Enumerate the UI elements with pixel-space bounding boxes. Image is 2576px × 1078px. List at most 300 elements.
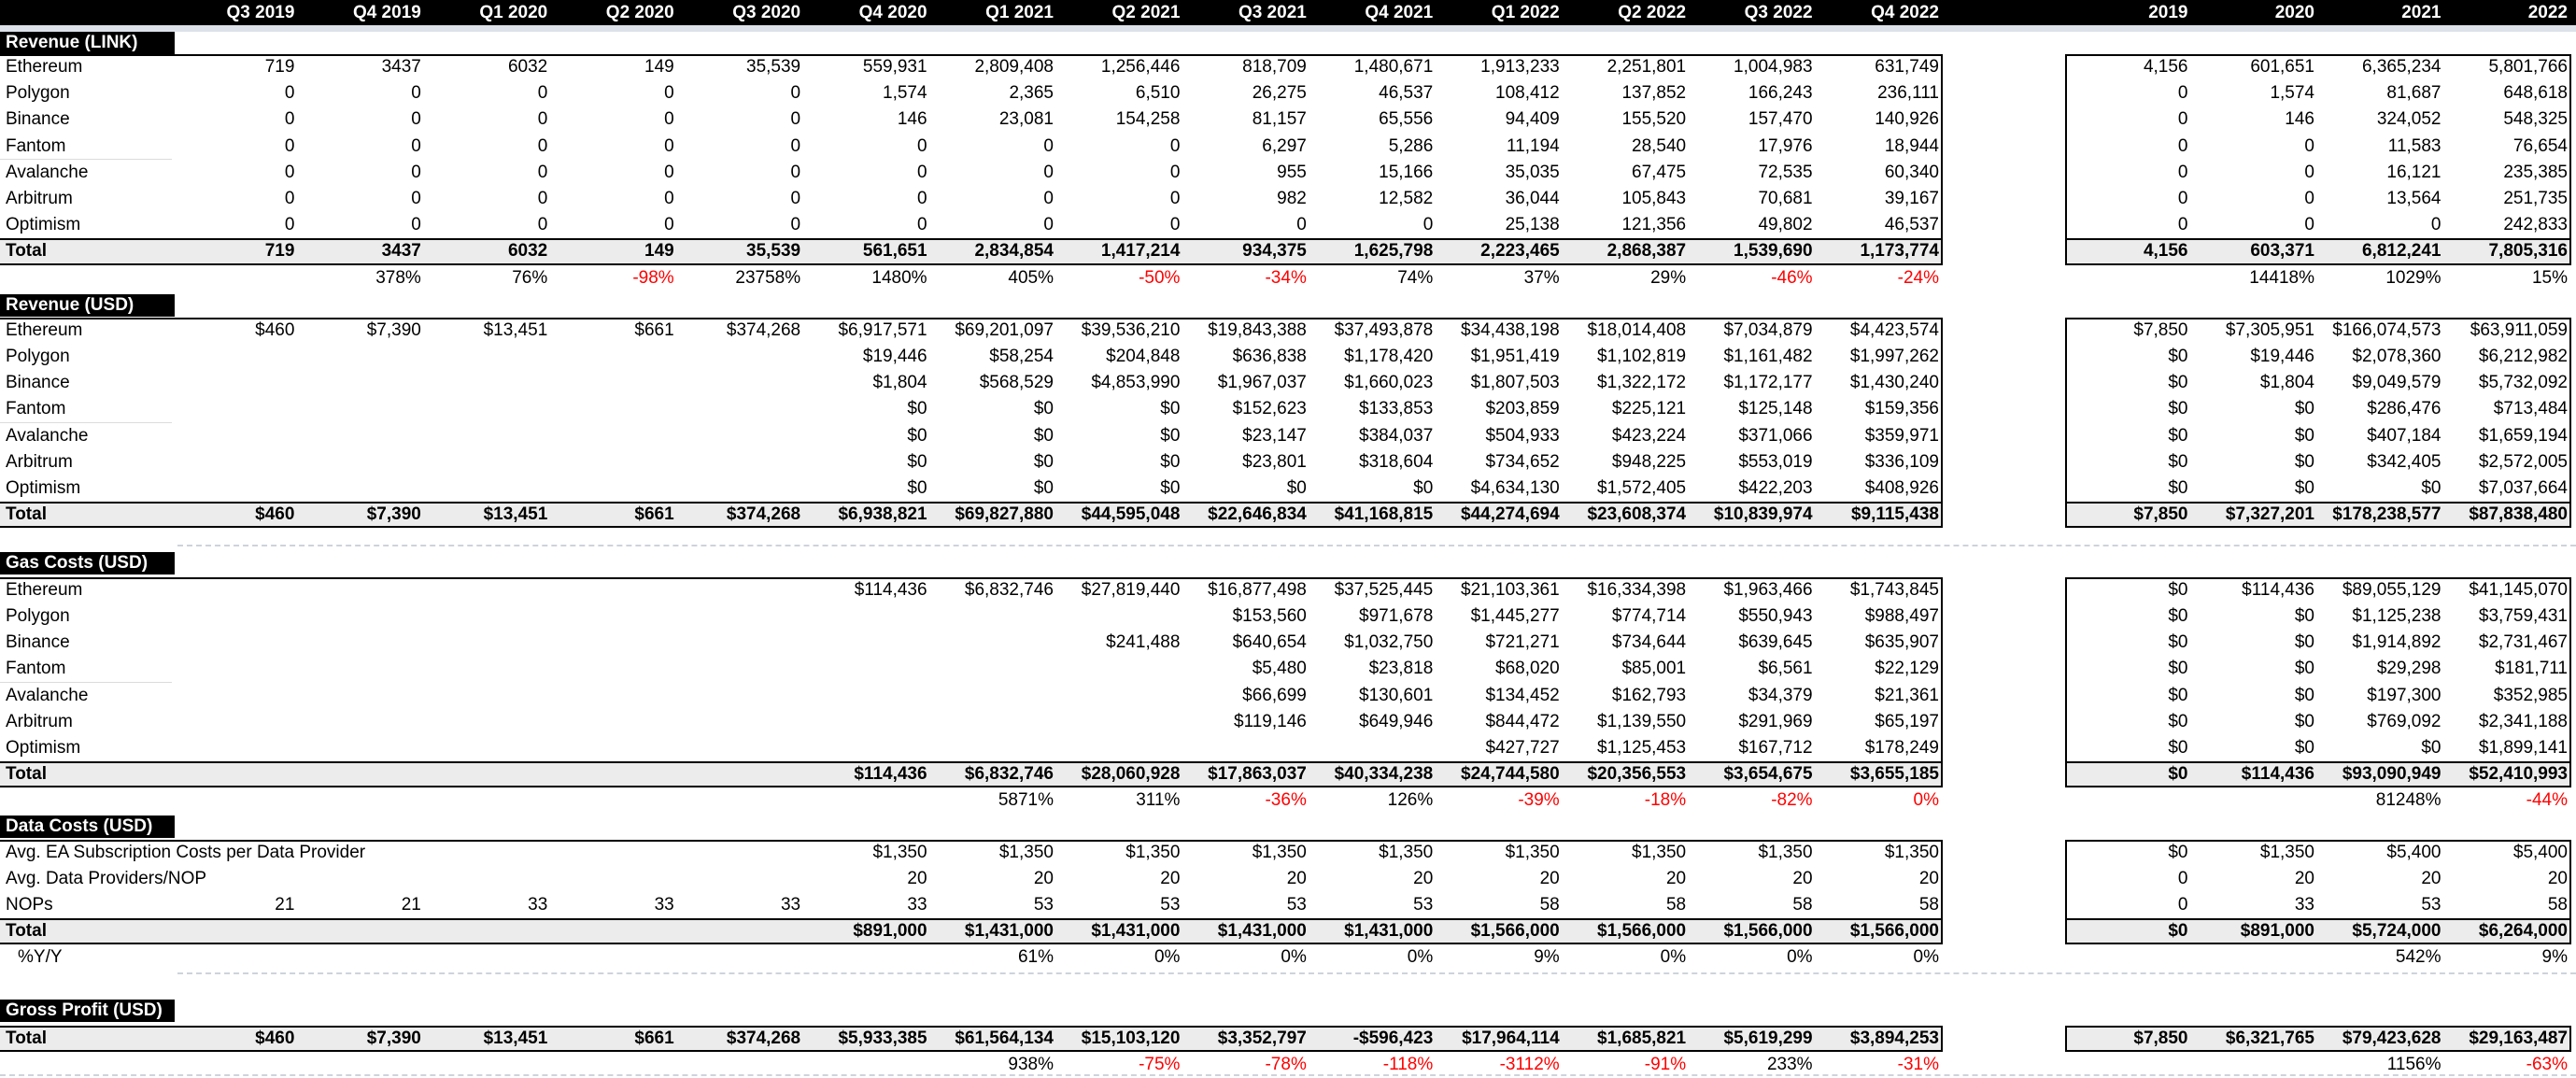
year-header: 2021	[2401, 3, 2442, 22]
quarter-cell: $3,655,185	[1849, 764, 1939, 785]
quarter-cell: 149	[644, 241, 674, 262]
quarter-cell: 157,470	[1748, 109, 1813, 130]
quarter-cell: $7,390	[366, 1028, 421, 1048]
quarter-cell: $6,938,821	[838, 504, 927, 525]
quarter-cell: $0	[1286, 478, 1307, 498]
pct-row	[0, 265, 2576, 291]
quarter-cell: 0	[664, 135, 674, 156]
quarter-cell: $23,147	[1242, 425, 1307, 446]
quarter-cell	[931, 603, 1057, 630]
row-label: Avalanche	[6, 425, 89, 446]
quarter-cell	[551, 735, 677, 761]
quarter-cell: $374,268	[726, 319, 801, 340]
section-title: Data Costs (USD)	[6, 816, 153, 836]
quarter-cell	[172, 761, 298, 787]
total-row	[0, 238, 2576, 264]
quarter-cell: 0	[664, 215, 674, 235]
quarter-cell: $37,525,445	[1334, 579, 1434, 600]
quarter-cell: 0	[284, 83, 295, 104]
quarter-cell: 0	[790, 188, 801, 208]
row-label: Optimism	[6, 478, 81, 498]
quarter-cell	[551, 1052, 677, 1078]
quarter-cell: 21	[275, 895, 295, 915]
year-cell: $0	[2294, 737, 2314, 758]
quarter-cell: 0	[284, 215, 295, 235]
data-row	[0, 160, 2576, 186]
quarter-cell: 23,081	[998, 109, 1054, 130]
section-data-area	[0, 577, 2576, 788]
quarter-cell	[551, 577, 677, 603]
quarter-cell	[172, 630, 298, 656]
quarter-cell: 1,417,214	[1100, 241, 1181, 262]
quarter-cell	[425, 1052, 551, 1078]
sheet-body	[0, 32, 2576, 1078]
quarter-cell	[678, 787, 804, 814]
quarter-cell	[551, 840, 677, 866]
quarter-cell: $13,451	[483, 1028, 548, 1048]
quarter-cell: $1,951,419	[1470, 347, 1560, 367]
quarter-cell	[551, 370, 677, 396]
quarter-cell: $10,839,974	[1713, 504, 1813, 525]
quarter-cell: 11,194	[1507, 135, 1560, 156]
quarter-cell	[298, 709, 424, 735]
quarter-cell	[678, 866, 804, 892]
quarter-cell: 39,167	[1884, 188, 1939, 208]
quarter-cell: 0	[1043, 188, 1054, 208]
year-cell: 9%	[2541, 947, 2568, 968]
quarter-cell	[678, 577, 804, 603]
year-cell: $1,914,892	[2352, 632, 2442, 653]
quarter-cell: 818,709	[1242, 57, 1307, 77]
quarter-cell: $636,838	[1232, 347, 1307, 367]
year-cell: $89,055,129	[2342, 579, 2442, 600]
quarter-cell: $1,743,845	[1849, 579, 1939, 600]
year-cell: $7,850	[2133, 1028, 2188, 1048]
year-cell: 7,805,316	[2488, 241, 2568, 262]
quarter-cell	[804, 603, 930, 630]
quarter-cell: 2,868,387	[1606, 241, 1687, 262]
quarter-cell	[425, 944, 551, 971]
quarter-cell	[1310, 735, 1437, 761]
quarter-cell: $1,350	[1379, 842, 1434, 862]
data-row	[0, 892, 2576, 918]
quarter-cell: 955	[1277, 162, 1307, 182]
year-cell: $181,711	[2495, 659, 2568, 679]
quarter-cell: 0%	[1281, 947, 1307, 968]
quarter-header: Q3 2022	[1744, 3, 1813, 22]
quarter-header: Q1 2021	[985, 3, 1054, 22]
quarter-cell: $460	[255, 1028, 295, 1048]
year-cell: $29,298	[2376, 659, 2442, 679]
quarter-cell	[425, 656, 551, 682]
quarter-cell: $114,436	[854, 764, 927, 785]
row-label: Avg. Data Providers/NOP	[6, 868, 207, 888]
quarter-cell	[1057, 656, 1183, 682]
data-row	[0, 656, 2576, 682]
quarter-cell: 20	[1665, 868, 1687, 888]
quarter-cell: $0	[1033, 478, 1054, 498]
quarter-cell: $0	[1160, 425, 1181, 446]
quarter-cell: $359,971	[1864, 425, 1939, 446]
quarter-cell: 33	[528, 895, 548, 915]
year-cell: -44%	[2526, 790, 2568, 811]
quarter-cell: 0	[1043, 135, 1054, 156]
year-cell: $197,300	[2367, 685, 2442, 705]
year-cell: $41,145,070	[2469, 579, 2568, 600]
quarter-cell: -98%	[632, 267, 674, 288]
year-header: 2019	[2148, 3, 2188, 22]
total-row	[0, 918, 2576, 944]
pct-row	[0, 944, 2576, 971]
quarter-cell	[425, 918, 551, 944]
quarter-cell	[298, 423, 424, 449]
total-label: Total	[6, 504, 47, 525]
year-cell: $7,037,664	[2478, 478, 2568, 498]
quarter-header: Q2 2020	[605, 3, 674, 22]
quarter-header: Q3 2019	[226, 3, 295, 22]
quarter-cell: 0	[916, 215, 927, 235]
year-cell: 20	[2547, 868, 2568, 888]
quarter-cell: 33	[780, 895, 801, 915]
quarter-cell: 20	[907, 868, 927, 888]
spacer	[0, 972, 2576, 1000]
quarter-cell	[678, 918, 804, 944]
quarter-cell	[551, 630, 677, 656]
quarter-cell: 0	[1169, 135, 1181, 156]
year-cell: $1,125,238	[2352, 605, 2442, 626]
year-cell: 1156%	[2386, 1054, 2442, 1074]
quarter-cell: $1,566,000	[1849, 921, 1939, 942]
year-cell: $2,731,467	[2478, 632, 2568, 653]
quarter-cell	[298, 344, 424, 370]
year-cell: 324,052	[2376, 109, 2442, 130]
quarter-cell: 0	[537, 109, 548, 130]
quarter-cell: $133,853	[1359, 399, 1434, 419]
year-cell: 0	[2304, 188, 2314, 208]
quarter-cell: 23758%	[735, 267, 801, 288]
quarter-cell: 1,173,774	[1860, 241, 1939, 262]
data-row	[0, 840, 2576, 866]
quarter-cell: $0	[907, 425, 927, 446]
quarter-cell: $1,566,000	[1597, 921, 1687, 942]
quarter-cell: -118%	[1382, 1054, 1434, 1074]
quarter-cell: 2,365	[1009, 83, 1054, 104]
quarter-cell	[172, 370, 298, 396]
quarter-cell: $162,793	[1611, 685, 1687, 705]
quarter-cell: 46,537	[1884, 215, 1939, 235]
quarter-cell: 67,475	[1632, 162, 1687, 182]
quarter-cell: 53	[1286, 895, 1307, 915]
year-cell: $2,572,005	[2478, 451, 2568, 472]
quarter-cell: 126%	[1387, 790, 1434, 811]
year-cell: $5,724,000	[2352, 921, 2442, 942]
quarter-cell: $6,832,746	[964, 764, 1054, 785]
quarter-cell: 18,944	[1884, 135, 1939, 156]
year-cell: $29,163,487	[2469, 1028, 2568, 1048]
quarter-cell: 3437	[381, 57, 421, 77]
quarter-cell: $1,685,821	[1597, 1028, 1687, 1048]
year-cell: $19,446	[2250, 347, 2314, 367]
section-title-row	[0, 552, 2576, 574]
year-cell: 242,833	[2503, 215, 2568, 235]
year-cell: $0	[2168, 579, 2188, 600]
quarter-cell: $69,201,097	[955, 319, 1054, 340]
year-cell: 603,371	[2250, 241, 2314, 262]
quarter-cell: 938%	[1008, 1054, 1054, 1074]
quarter-cell: 21	[401, 895, 421, 915]
year-cell: 0	[2430, 215, 2442, 235]
quarter-cell: 5,286	[1388, 135, 1434, 156]
quarter-cell: $28,060,928	[1081, 764, 1181, 785]
quarter-cell: 65,556	[1379, 109, 1434, 130]
quarter-cell: 0	[284, 188, 295, 208]
quarter-cell: $1,431,000	[1091, 921, 1181, 942]
year-cell: $7,305,951	[2225, 319, 2314, 340]
quarter-cell: $0	[907, 399, 927, 419]
quarter-cell: 28,540	[1632, 135, 1687, 156]
quarter-cell	[425, 866, 551, 892]
quarter-cell: $734,652	[1485, 451, 1560, 472]
quarter-cell: -82%	[1771, 790, 1813, 811]
row-label: Optimism	[6, 215, 81, 235]
year-cell: 20	[2294, 868, 2314, 888]
quarter-cell: $40,334,238	[1334, 764, 1434, 785]
year-cell: $0	[2168, 842, 2188, 862]
data-row	[0, 475, 2576, 502]
section-title-row	[0, 816, 2576, 838]
section-title-box	[0, 32, 175, 54]
quarter-cell: $1,350	[1505, 842, 1560, 862]
year-cell: $6,212,982	[2478, 347, 2568, 367]
quarter-cell: $65,197	[1875, 711, 1939, 731]
year-cell: $0	[2168, 737, 2188, 758]
data-row	[0, 683, 2576, 709]
year-cell: 81,687	[2386, 83, 2442, 104]
year-cell: 14418%	[2249, 267, 2314, 288]
data-row	[0, 318, 2576, 344]
data-row	[0, 106, 2576, 133]
quarter-cell: 0	[916, 188, 927, 208]
data-row	[0, 630, 2576, 656]
quarter-cell: $13,451	[483, 504, 548, 525]
quarter-cell: $408,926	[1864, 478, 1939, 498]
quarter-cell: 70,681	[1758, 188, 1813, 208]
quarter-cell: 61%	[1017, 947, 1054, 968]
quarter-cell: 0	[916, 135, 927, 156]
row-label: %Y/Y	[18, 947, 63, 968]
quarter-cell: $661	[634, 319, 674, 340]
year-cell: $0	[2294, 632, 2314, 653]
row-label: Arbitrum	[6, 451, 73, 472]
quarter-cell	[172, 577, 298, 603]
year-cell: 0	[2304, 162, 2314, 182]
quarter-cell: -18%	[1644, 790, 1687, 811]
quarter-cell: $971,678	[1359, 605, 1434, 626]
section-title-box	[0, 816, 175, 838]
quarter-cell: 0	[411, 135, 421, 156]
quarter-cell	[425, 735, 551, 761]
quarter-cell: $21,103,361	[1461, 579, 1560, 600]
quarter-cell: 155,520	[1621, 109, 1687, 130]
quarter-cell: 12,582	[1379, 188, 1434, 208]
row-label: Polygon	[6, 605, 70, 626]
section-title-row	[0, 294, 2576, 317]
year-cell: $52,410,993	[2469, 764, 2568, 785]
year-cell: $166,074,573	[2332, 319, 2442, 340]
year-cell: -63%	[2526, 1054, 2568, 1074]
quarter-cell: 25,138	[1505, 215, 1560, 235]
quarter-cell: 58	[1792, 895, 1813, 915]
year-cell: $5,400	[2386, 842, 2442, 862]
quarter-cell: $1,102,819	[1597, 347, 1687, 367]
quarter-cell	[551, 761, 677, 787]
quarter-cell	[551, 344, 677, 370]
year-cell: 0	[2177, 188, 2188, 208]
quarter-cell	[678, 683, 804, 709]
quarter-cell: 0	[411, 83, 421, 104]
quarter-cell: 36,044	[1505, 188, 1560, 208]
data-row	[0, 709, 2576, 735]
quarter-cell: $39,536,210	[1081, 319, 1181, 340]
quarter-cell: $0	[1160, 399, 1181, 419]
quarter-cell: $44,274,694	[1461, 504, 1560, 525]
quarter-cell: $1,350	[872, 842, 927, 862]
row-label: Fantom	[6, 399, 66, 419]
quarter-cell	[678, 475, 804, 502]
quarter-cell: -31%	[1897, 1054, 1939, 1074]
quarter-cell	[298, 840, 424, 866]
quarter-cell: 53	[1033, 895, 1054, 915]
year-cell: $1,350	[2259, 842, 2314, 862]
quarter-cell: 137,852	[1621, 83, 1687, 104]
quarter-cell	[425, 396, 551, 422]
pct-row	[0, 787, 2576, 814]
quarter-cell: 17,976	[1758, 135, 1813, 156]
quarter-cell: $1,967,037	[1217, 373, 1307, 393]
year-cell: $5,400	[2512, 842, 2568, 862]
year-cell: 4,156	[2143, 57, 2188, 77]
quarter-cell	[172, 265, 298, 291]
year-cell: 0	[2177, 215, 2188, 235]
year-cell: $63,911,059	[2470, 319, 2568, 340]
total-label: Total	[6, 1028, 47, 1048]
quarter-cell: 0	[537, 162, 548, 182]
quarter-cell	[298, 761, 424, 787]
quarter-cell: $23,608,374	[1587, 504, 1687, 525]
section-data-area	[0, 1026, 2576, 1052]
quarter-cell	[172, 1052, 298, 1078]
quarter-cell	[172, 787, 298, 814]
quarter-cell: $24,744,580	[1461, 764, 1560, 785]
quarter-cell: 60,340	[1884, 162, 1939, 182]
quarter-header: Q4 2021	[1365, 3, 1434, 22]
quarter-cell: -75%	[1139, 1054, 1181, 1074]
quarter-cell: $20,356,553	[1587, 764, 1687, 785]
quarter-cell: $0	[1413, 478, 1434, 498]
year-cell: 81248%	[2375, 790, 2442, 811]
year-cell	[2192, 1052, 2319, 1078]
quarter-cell: 934,375	[1242, 241, 1307, 262]
quarter-cell: $125,148	[1738, 399, 1813, 419]
quarter-cell: 20	[1539, 868, 1560, 888]
quarter-cell: $21,361	[1875, 685, 1939, 705]
year-cell: 0	[2177, 83, 2188, 104]
quarter-cell	[1183, 735, 1309, 761]
quarter-cell	[298, 630, 424, 656]
quarter-cell: $1,997,262	[1849, 347, 1939, 367]
quarter-cell: $4,634,130	[1470, 478, 1560, 498]
total-row	[0, 1026, 2576, 1052]
quarter-cell: 6032	[507, 57, 548, 77]
quarter-cell: $384,037	[1359, 425, 1434, 446]
quarter-cell	[425, 630, 551, 656]
quarter-cell: 1,913,233	[1480, 57, 1560, 77]
quarter-cell: $225,121	[1611, 399, 1687, 419]
year-cell: $0	[2168, 478, 2188, 498]
quarter-cell: -50%	[1139, 267, 1181, 288]
quarter-cell: 26,275	[1252, 83, 1307, 104]
data-row	[0, 370, 2576, 396]
quarter-cell: $649,946	[1359, 711, 1434, 731]
quarter-cell	[678, 709, 804, 735]
quarter-cell: $1,431,000	[1217, 921, 1307, 942]
quarter-cell: 2,251,801	[1606, 57, 1687, 77]
quarter-cell: $7,034,879	[1723, 319, 1813, 340]
quarter-cell	[425, 761, 551, 787]
quarter-cell	[298, 787, 424, 814]
quarter-cell	[172, 603, 298, 630]
quarter-cell: 0	[790, 109, 801, 130]
year-cell: $713,484	[2493, 399, 2568, 419]
year-cell: $0	[2168, 399, 2188, 419]
year-cell: 58	[2547, 895, 2568, 915]
quarter-cell	[172, 396, 298, 422]
quarter-cell	[425, 840, 551, 866]
quarter-cell: 1,256,446	[1100, 57, 1181, 77]
pct-row	[0, 1052, 2576, 1078]
quarter-cell: $774,714	[1611, 605, 1687, 626]
quarter-cell: $1,322,172	[1597, 373, 1687, 393]
quarter-cell: $203,859	[1485, 399, 1560, 419]
quarter-cell	[551, 787, 677, 814]
quarter-cell	[678, 1052, 804, 1078]
quarter-cell	[804, 656, 930, 682]
year-cell: $0	[2168, 764, 2188, 785]
row-label: Polygon	[6, 347, 70, 367]
page-break-line	[177, 972, 2576, 974]
data-row	[0, 396, 2576, 422]
quarter-cell: $6,561	[1758, 659, 1813, 679]
quarter-cell: 0	[1169, 162, 1181, 182]
year-cell: $1,804	[2259, 373, 2314, 393]
quarter-cell: $661	[634, 504, 674, 525]
row-label: Ethereum	[6, 579, 83, 600]
quarter-cell: 35,539	[746, 241, 801, 262]
quarter-cell: $1,430,240	[1849, 373, 1939, 393]
year-cell: $114,436	[2242, 579, 2314, 600]
quarter-cell	[1057, 603, 1183, 630]
quarter-cell: $460	[255, 504, 295, 525]
year-cell: 0	[2177, 162, 2188, 182]
quarter-cell: $948,225	[1611, 451, 1687, 472]
quarter-cell: $22,646,834	[1208, 504, 1307, 525]
year-cell: $0	[2168, 373, 2188, 393]
quarter-cell: 2,809,408	[974, 57, 1054, 77]
year-cell: 601,651	[2250, 57, 2314, 77]
quarter-cell: 1,539,690	[1734, 241, 1813, 262]
quarter-cell: 0%	[1787, 947, 1813, 968]
quarter-cell: $460	[255, 319, 295, 340]
